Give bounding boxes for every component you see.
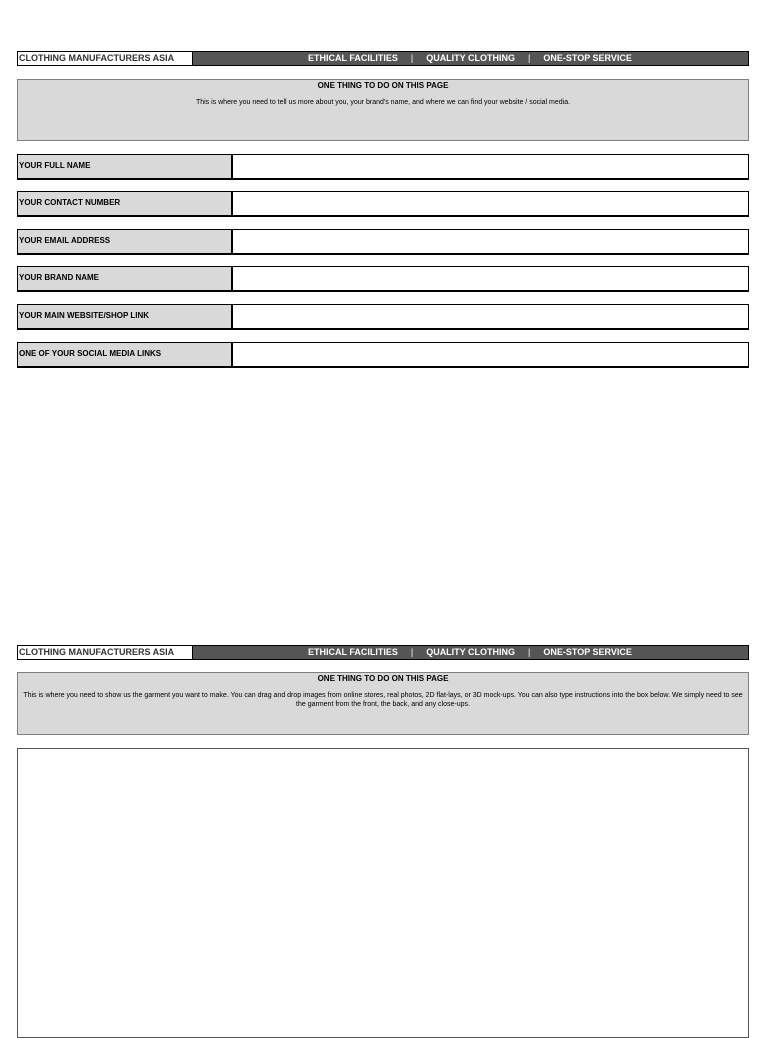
instructions-title: ONE THING TO DO ON THIS PAGE — [317, 81, 449, 90]
brand-name: CLOTHING MANUFACTURERS ASIA — [18, 52, 193, 65]
tagline — [308, 52, 632, 65]
instructions-box — [17, 79, 749, 141]
email-field[interactable] — [233, 230, 748, 253]
social-media-field[interactable] — [233, 343, 748, 366]
email-row — [17, 229, 749, 255]
social-media-label: ONE OF YOUR SOCIAL MEDIA LINKS — [18, 343, 233, 366]
tagline — [308, 646, 632, 659]
full-name-row — [17, 154, 749, 180]
social-media-row — [17, 342, 749, 368]
instructions-text: This is where you need to tell us more about you, your brand's name, and where we can find your website / social media. — [195, 99, 571, 106]
instructions-title: ONE THING TO DO ON THIS PAGE — [317, 674, 449, 683]
instructions-text: This is where you need to show us the garment you want to make. You can drag and drop images from online stores, real photos, 2D flat-lays, or 3D mock-ups. You can also type instructions into the box below. We simply need to see the garment from the front, the back, and any close-ups. — [23, 692, 743, 708]
contact-number-label: YOUR CONTACT NUMBER — [18, 192, 233, 215]
tagline-ethical: ETHICAL FACILITIES — [308, 647, 398, 657]
full-name-field[interactable] — [233, 155, 748, 178]
website-field[interactable] — [233, 305, 748, 328]
tagline-service: ONE-STOP SERVICE — [543, 647, 632, 657]
tagline-ethical: ETHICAL FACILITIES — [308, 53, 398, 63]
tagline-separator: | — [410, 647, 414, 657]
tagline-quality: QUALITY CLOTHING — [426, 53, 516, 63]
website-row — [17, 304, 749, 330]
tagline-separator: | — [528, 53, 531, 63]
header-bar — [17, 51, 749, 66]
tagline-separator: | — [528, 647, 531, 657]
brand-name: CLOTHING MANUFACTURERS ASIA — [18, 646, 193, 659]
tagline-separator: | — [410, 53, 414, 63]
email-label: YOUR EMAIL ADDRESS — [18, 230, 233, 253]
website-label: YOUR MAIN WEBSITE/SHOP LINK — [18, 305, 233, 328]
brand-name-field[interactable] — [233, 267, 748, 290]
full-name-label: YOUR FULL NAME — [18, 155, 233, 178]
instructions-box — [17, 672, 749, 735]
header-bar — [17, 645, 749, 660]
contact-number-row — [17, 191, 749, 217]
tagline-quality: QUALITY CLOTHING — [426, 647, 516, 657]
brand-name-label: YOUR BRAND NAME — [18, 267, 233, 290]
brand-name-row — [17, 266, 749, 292]
contact-number-field[interactable] — [233, 192, 748, 215]
garment-drop-area[interactable] — [17, 748, 749, 1038]
tagline-service: ONE-STOP SERVICE — [543, 53, 632, 63]
